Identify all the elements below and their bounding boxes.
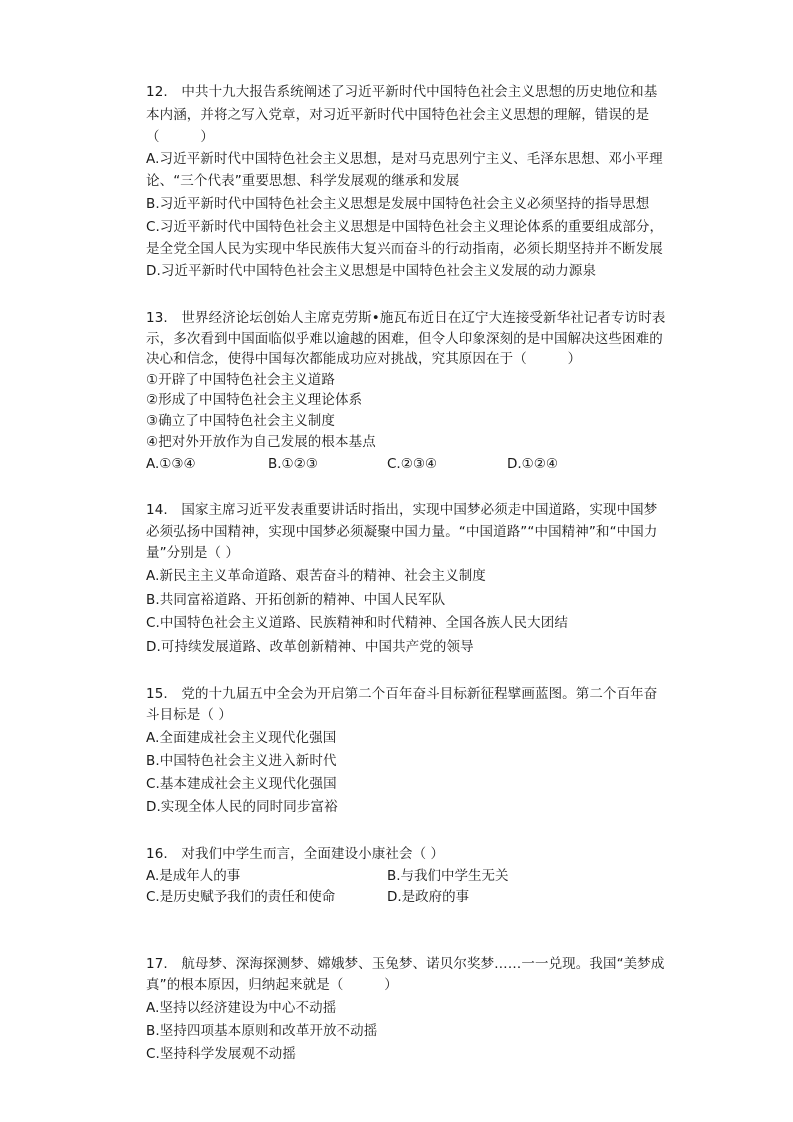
question-stem-line: 14. 国家主席习近平发表重要讲话时指出，实现中国梦必须走中国道路，实现中国梦 [146,502,658,518]
option-line: C.习近平新时代中国特色社会主义思想是中国特色社会主义理论体系的重要组成部分， [146,219,664,235]
option-line: D.习近平新时代中国特色社会主义思想是中国特色社会主义发展的动力源泉 [146,263,597,279]
option-line: 是全党全国人民为实现中华民族伟大复兴而奋斗的行动指南，必须长期坚持并不断发展 [146,241,663,257]
choice-b: B.与我们中学生无关 [387,868,509,884]
option-line: C.坚持科学发展观不动摇 [146,1046,296,1062]
question-stem-line: 17. 航母梦、深海探测梦、嫦娥梦、玉兔梦、诺贝尔奖梦……一一兑现。我国“美梦成 [146,956,665,972]
choice-b: B.①②③ [268,456,318,472]
statement-item: ④把对外开放作为自己发展的根本基点 [146,434,376,450]
option-line: A.坚持以经济建设为中心不动摇 [146,1000,337,1016]
option-line: C.基本建成社会主义现代化强国 [146,776,337,792]
option-line: D.实现全体人民的同时同步富裕 [146,799,338,815]
question-stem-line: 本内涵，并将之写入党章，对习近平新时代中国特色社会主义思想的理解，错误的是 [146,107,650,123]
choice-d: D.是政府的事 [387,889,470,905]
question-stem-line: 量”分别是（ ） [146,545,240,561]
question-stem-line: 13. 世界经济论坛创始人主席克劳斯•施瓦布近日在辽宁大连接受新华社记者专访时表 [146,310,666,326]
option-line: B.中国特色社会主义进入新时代 [146,753,337,769]
question-stem-line: 必须弘扬中国精神，实现中国梦必须凝聚中国力量。“中国道路”“中国精神”和“中国力 [146,524,658,540]
statement-item: ①开辟了中国特色社会主义道路 [146,372,336,388]
option-line: C.中国特色社会主义道路、民族精神和时代精神、全国各族人民大团结 [146,615,568,631]
choice-c: C.②③④ [387,456,438,472]
choice-a: A.①③④ [146,456,196,472]
question-stem-line: 12. 中共十九大报告系统阐述了习近平新时代中国特色社会主义思想的历史地位和基 [146,84,658,100]
choice-a: A.是成年人的事 [146,868,241,884]
option-line: B.共同富裕道路、开拓创新的精神、中国人民军队 [146,592,446,608]
option-line: 论、“三个代表”重要思想、科学发展观的继承和发展 [146,173,460,189]
question-stem-line: 真”的根本原因，归纳起来就是（ ） [146,977,398,993]
option-line: B.坚持四项基本原则和改革开放不动摇 [146,1023,378,1039]
option-line: A.新民主主义革命道路、艰苦奋斗的精神、社会主义制度 [146,568,486,584]
option-line: D.可持续发展道路、改革创新精神、中国共产党的领导 [146,639,474,655]
statement-item: ②形成了中国特色社会主义理论体系 [146,392,363,408]
option-line: B.习近平新时代中国特色社会主义思想是发展中国特色社会主义必须坚持的指导思想 [146,196,650,212]
statement-item: ③确立了中国特色社会主义制度 [146,413,336,429]
question-stem-line: 决心和信念，使得中国每次都能成功应对挑战，究其原因在于（ ） [146,351,582,367]
question-stem-line: 16. 对我们中学生而言，全面建设小康社会（ ） [146,846,445,862]
question-stem-line: 斗目标是（ ） [146,707,232,723]
choice-c: C.是历史赋予我们的责任和使命 [146,889,336,905]
option-line: A.全面建成社会主义现代化强国 [146,730,337,746]
question-stem-line: 15. 党的十九届五中全会为开启第二个百年奋斗目标新征程擘画蓝图。第二个百年奋 [146,686,658,702]
choice-d: D.①②④ [507,456,558,472]
question-stem-line: （ ） [146,129,214,145]
option-line: A.习近平新时代中国特色社会主义思想，是对马克思列宁主义、毛泽东思想、邓小平理 [146,151,663,167]
question-stem-line: 示，多次看到中国面临似乎难以逾越的困难，但令人印象深刻的是中国解决这些困难的 [146,331,663,347]
